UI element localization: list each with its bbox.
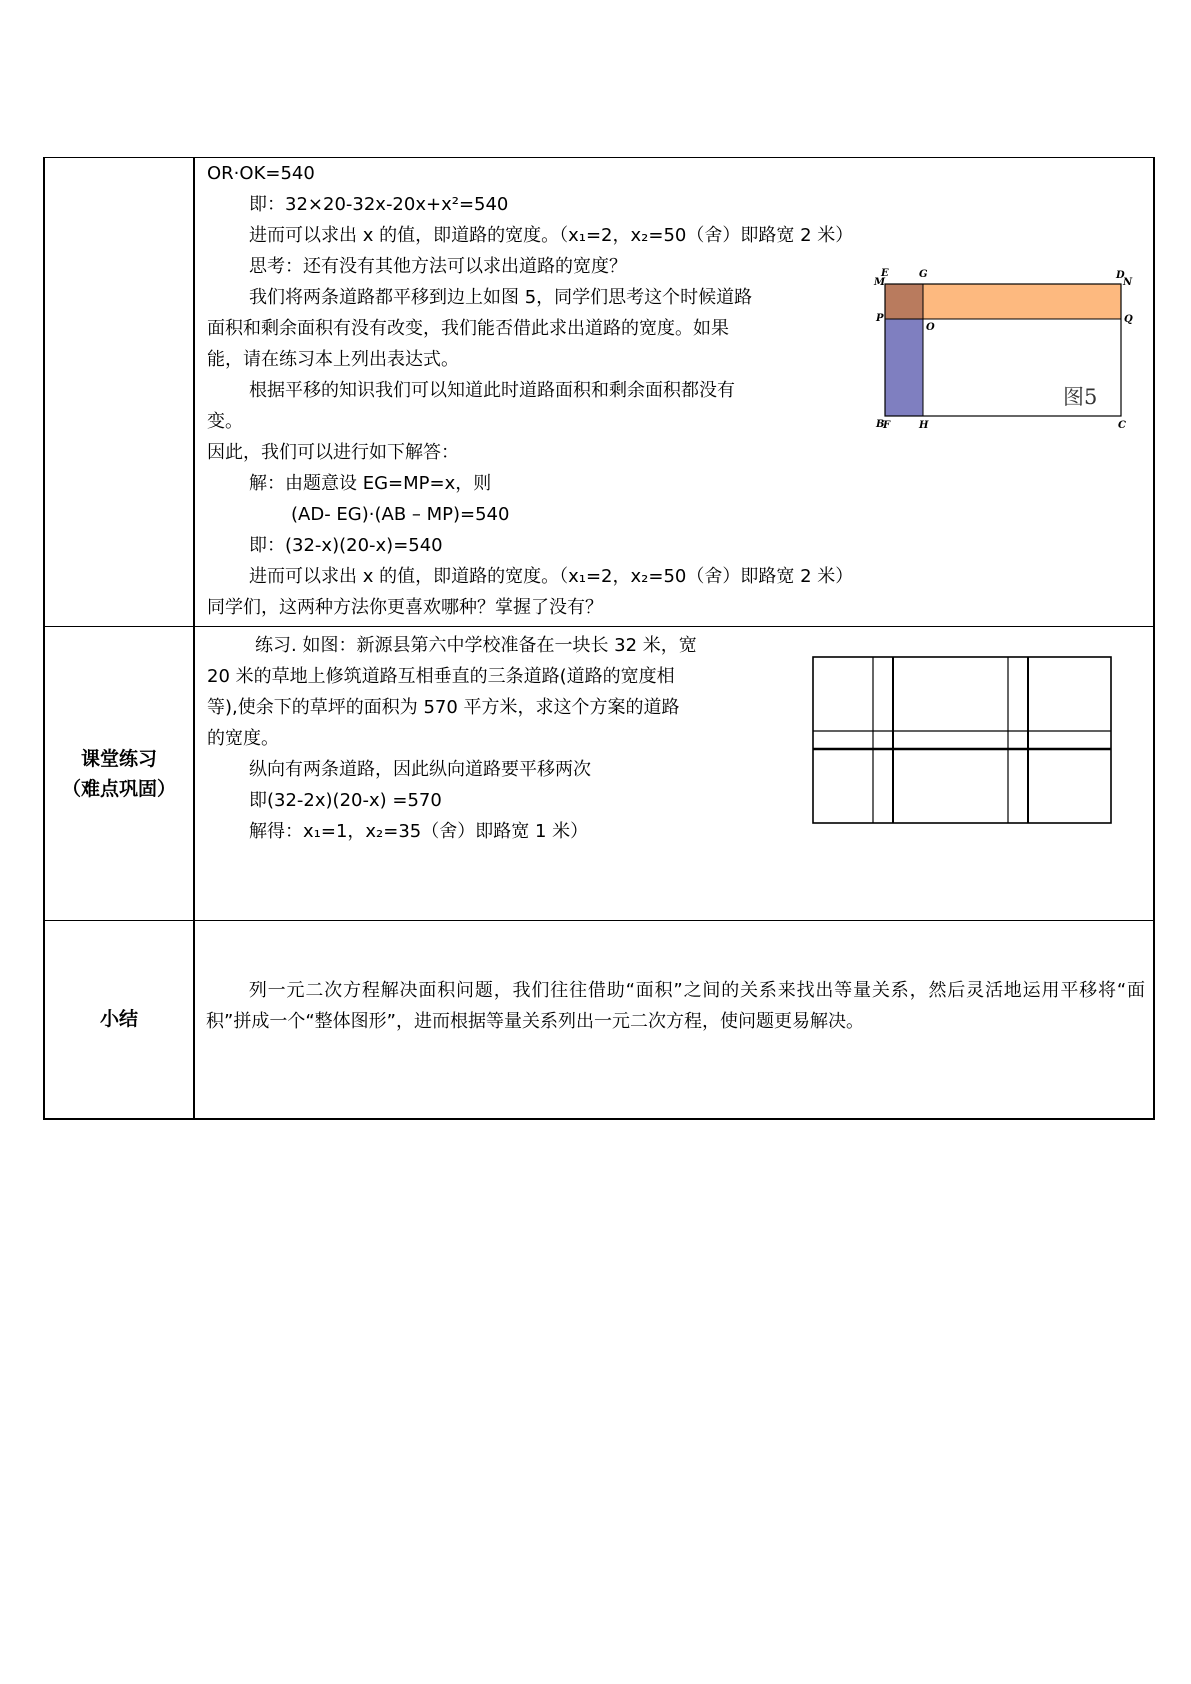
label-E: E [881,268,889,279]
label-Q: Q [1124,314,1133,325]
text-line: 即：(32-x)(20-x)=540 [249,535,443,556]
text-line: 纵向有两条道路，因此纵向道路要平移两次 [249,759,591,780]
text-line: 的宽度。 [207,728,279,749]
text-line: 进而可以求出 x 的值，即道路的宽度。（x₁=2，x₂=50（舍）即路宽 2 米） [249,566,854,587]
label-M: M [874,277,886,288]
summary-paragraph [195,921,1153,1037]
text-line: 解得：x₁=1，x₂=35（舍）即路宽 1 米） [249,821,589,842]
text-line: 进而可以求出 x 的值，即道路的宽度。（x₁=2，x₂=50（舍）即路宽 2 米） [249,225,854,246]
text-line: 面积和剩余面积有没有改变，我们能否借此求出道路的宽度。如果 [207,318,729,339]
label-line: 课堂练习 [80,747,157,770]
label-D: D [1116,270,1125,281]
row-label [44,921,194,1119]
label-N: N [1123,277,1133,288]
row-label-empty [44,158,194,627]
summary-text: 列一元二次方程解决面积问题，我们往往借助“面积”之间的关系来找出等量关系，然后灵活地运用平移将“面积”拼成一个“整体图形”，进而根据等量关系列出一元二次方程，使问题更易解决。 [206,980,1145,1032]
label-P: P [876,313,884,324]
table-row [44,158,1154,627]
text-line: 根据平移的知识我们可以知道此时道路面积和剩余面积都没有 [249,380,735,401]
practice-roads-diagram [811,655,1115,827]
label-line: （难点巩固） [61,777,176,800]
label-B: B [876,419,885,430]
content-cell [194,158,1154,627]
text-line: 即(32-2x)(20-x) =570 [249,790,442,811]
label-G: G [919,269,928,280]
label-line: 小结 [99,1008,138,1031]
table-row [44,627,1154,921]
text-line: 解：由题意设 EG=MP=x，则 [249,473,492,494]
text-line: 我们将两条道路都平移到边上如图 5，同学们思考这个时候道路 [249,287,753,308]
text-line: 思考：还有没有其他方法可以求出道路的宽度？ [249,256,627,277]
text-line: 变。 [207,411,243,432]
label-H: H [919,420,929,431]
horizontal-road [913,284,1121,319]
text-line: 能，请在练习本上列出表达式。 [207,349,459,370]
figure-caption: 图5 [1063,385,1098,409]
lesson-table [43,157,1155,1120]
content-cell [194,921,1154,1119]
figure-5-diagram [873,266,1133,434]
text-line: 20 米的草地上修筑道路互相垂直的三条道路(道路的宽度相 [207,666,675,687]
text-line: 因此，我们可以进行如下解答： [207,442,459,463]
content-cell [194,627,1154,921]
text-line: (AD- EG)·(AB – MP)=540 [291,504,510,525]
text-line: 等),使余下的草坪的面积为 570 平方米，求这个方案的道路 [207,697,680,718]
text-line: 同学们，这两种方法你更喜欢哪种？掌握了没有？ [207,597,603,618]
label-F: F [883,420,891,431]
text-line: OR·OK=540 [207,163,315,184]
text-line: 即：32×20-32x-20x+x²=540 [249,194,509,215]
field-rectangle [813,657,1111,823]
text-line: 练习. 如图：新源县第六中学校准备在一块长 32 米，宽 [255,635,697,656]
label-O: O [926,322,935,333]
road-overlap [885,284,923,319]
label-C: C [1118,420,1126,431]
row-label [44,627,194,921]
table-row [44,921,1154,1119]
